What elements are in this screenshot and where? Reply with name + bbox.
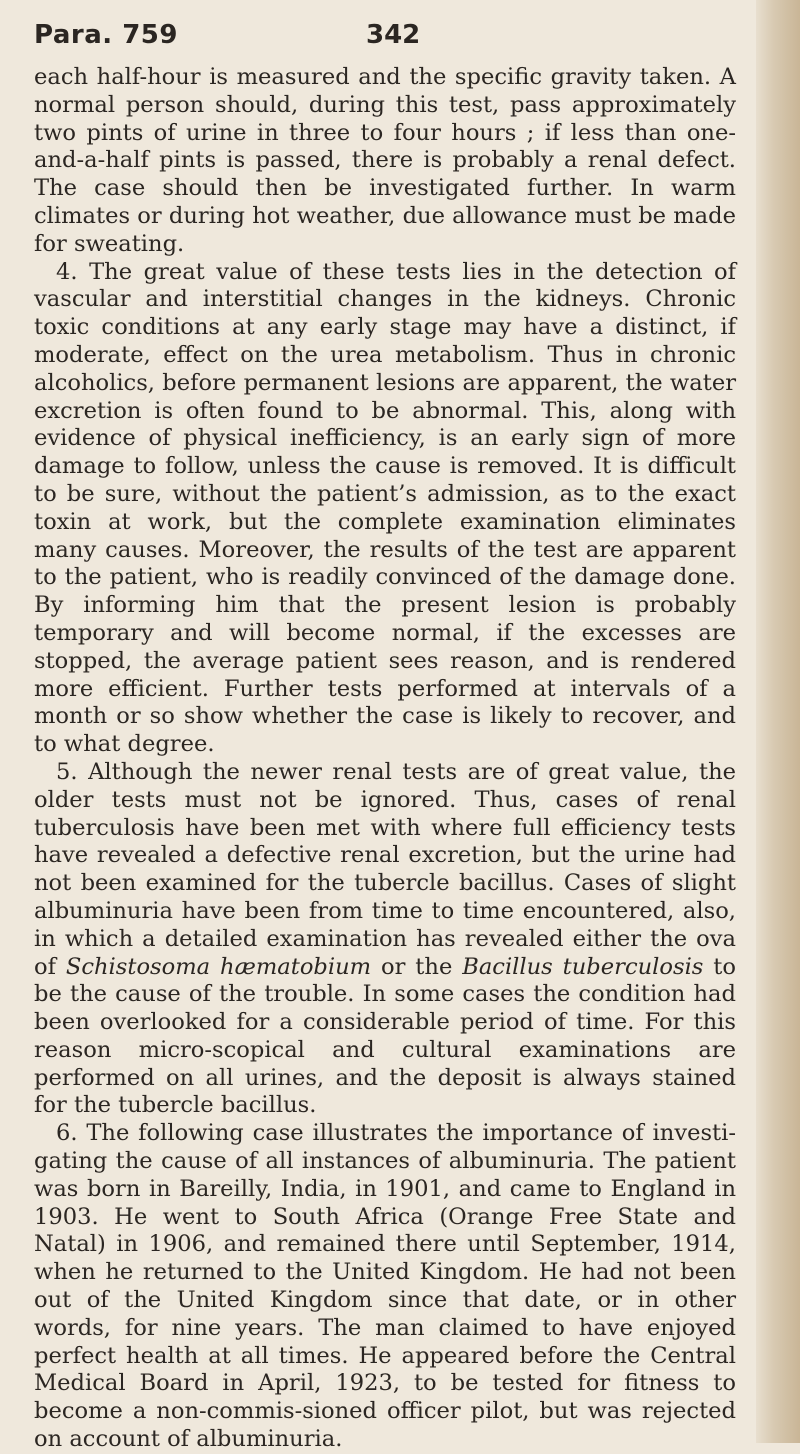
text-segment: each half-hour is measured and the specific gravity taken. A normal person should, during this test, pass approximately two pints of urine in three to four hours ; if less than one-and-a-half pints is passed, there is probably a renal defect. The case should then be investigated further. In warm climates or during hot weather, due allowance must be made for sweating. <box>34 64 736 257</box>
text-segment: or the <box>371 953 463 980</box>
page-number: 342 <box>366 20 421 50</box>
text-segment: 6. The following case illustrates the importance of investi-gating the cause of all instances of albuminuria. The patient was born in Bareilly, India, in 1901, and came to England in 1903. He went to South Africa (Orange Free State and Natal) in 1906, and remained there until September, 1914, when he returned to the United Kingdom. He had not been out of the United Kingdom since that date, or in other words, for nine years. The man claimed to have enjoyed perfect health at all times. He appeared before the Central Medical Board in April, 1923, to be tested for fitness to become a non-commis-sioned officer pilot, but was rejected on account of albuminuria. <box>34 1120 736 1453</box>
text-segment-italic: Bacillus tuberculosis <box>462 953 704 980</box>
paragraph-label: Para. 759 <box>34 20 178 50</box>
text-segment: 5. Although the newer renal tests are of great value, the older tests must not be ignored. Thus, cases of renal tuberculosis have been met with where full efficiency tests have revealed a defective renal excretion, but the urine had not been examined for the tubercle bacillus. Cases of slight albuminuria have been from time to time encountered, also, in which a detailed examination has revealed either the ova of <box>34 758 736 980</box>
text-segment: to be the cause of the trouble. In some cases the condition had been overlooked for a considerable period of time. For this reason micro-scopical and cultural examinations are performed on all urines, and the deposit is always stained for the tubercle bacillus. <box>34 953 736 1119</box>
page-header <box>34 20 744 60</box>
page-edge-shadow <box>756 0 800 1443</box>
paragraph-6 <box>34 1120 736 1454</box>
text-segment-italic: Schistosoma hæmatobium <box>65 953 372 980</box>
paragraph-4 <box>34 259 736 759</box>
paragraph-5 <box>34 759 736 1120</box>
body-text <box>34 64 736 1454</box>
text-segment: 4. The great value of these tests lies in the detection of vascular and interstitial changes in the kidneys. Chronic toxic conditions at any early stage may have a distinct, if moderate, effect on the urea metabolism. Thus in chronic alcoholics, before permanent lesions are apparent, the water excretion is often found to be abnormal. This, along with evidence of physical inefficiency, is an early sign of more damage to follow, unless the cause is removed. It is difficult to be sure, without the patient’s admission, as to the exact toxin at work, but the complete examination eliminates many causes. Moreover, the results of the test are apparent to the patient, who is readily convinced of the damage done. By informing him that the present lesion is probably temporary and will become normal, if the excesses are stopped, the average patient sees reason, and is rendered more efficient. Further tests performed at intervals of a month or so show whether the case is likely to recover, and to what degree. <box>34 258 736 758</box>
paragraph-continuation <box>34 64 736 259</box>
